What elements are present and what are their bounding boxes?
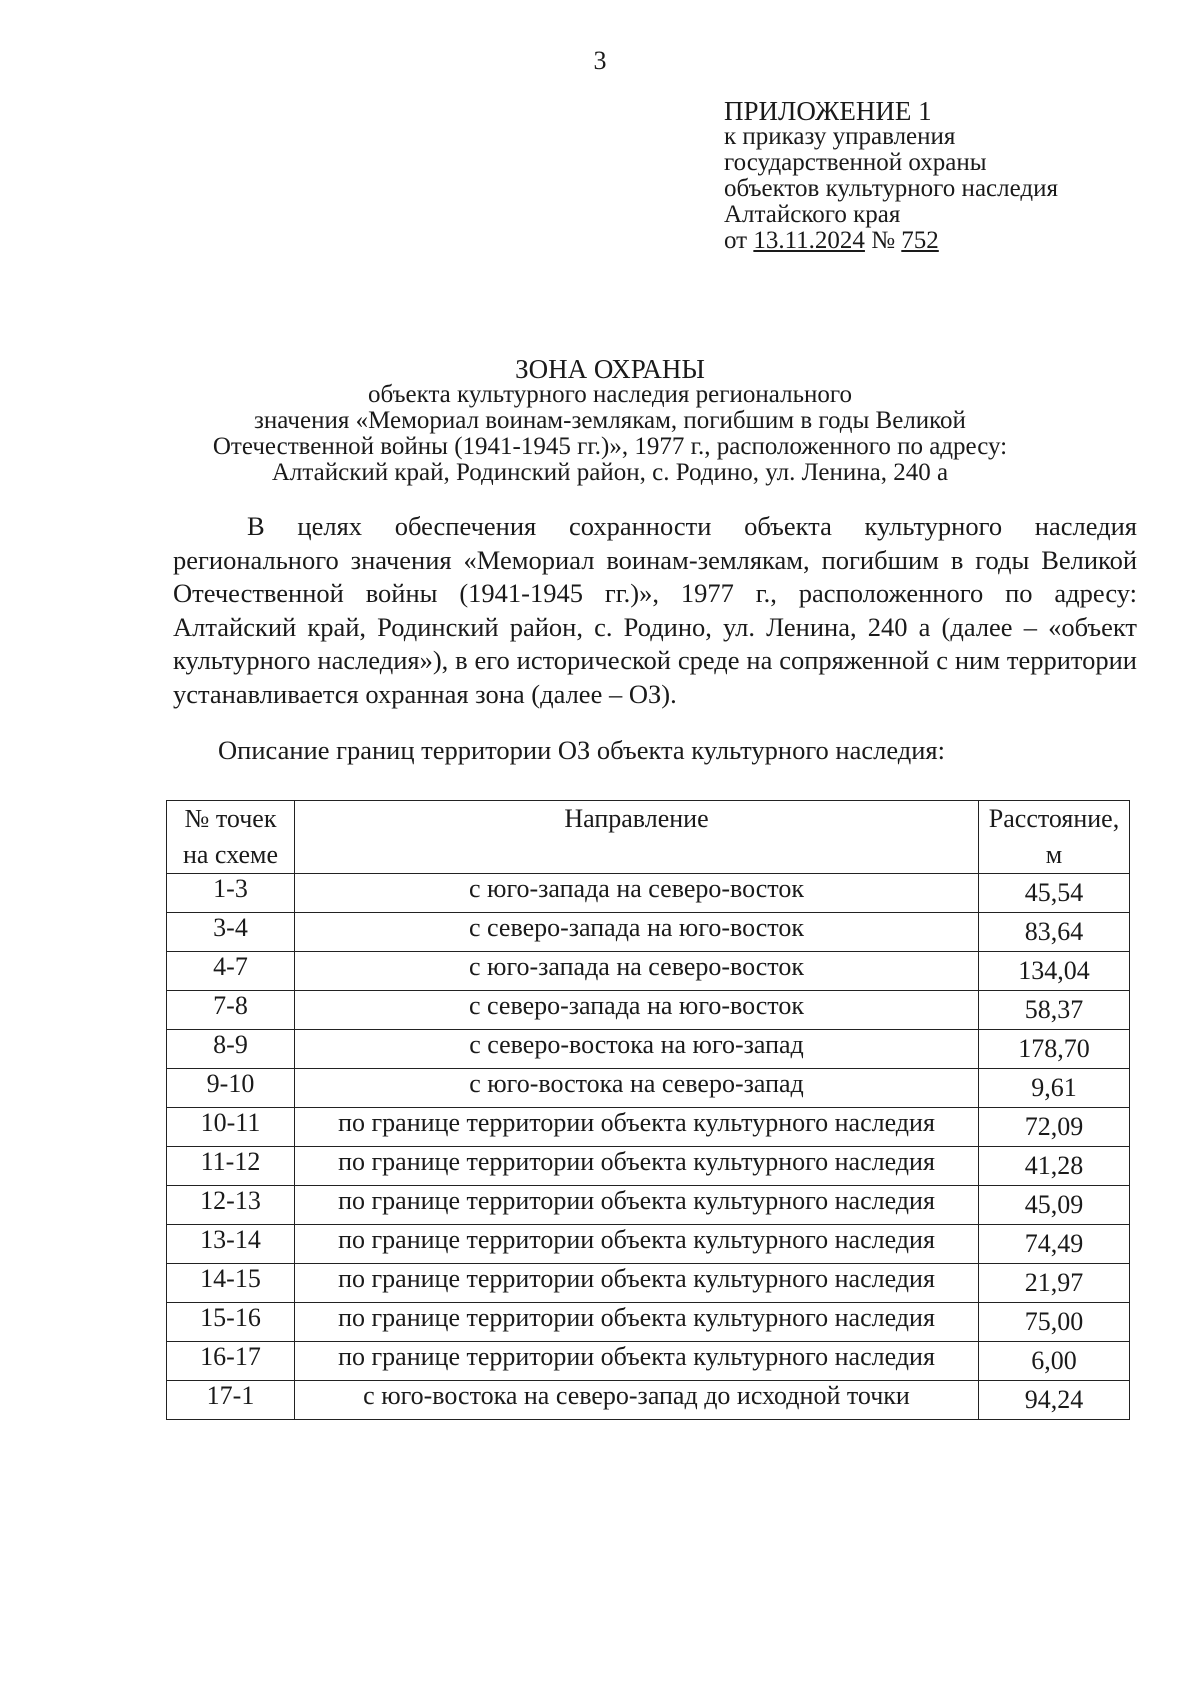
- cell-distance: 6,00: [979, 1342, 1130, 1381]
- cell-points: 15-16: [167, 1303, 295, 1342]
- cell-distance: 58,37: [979, 991, 1130, 1030]
- order-date: 13.11.2024: [753, 227, 865, 254]
- appendix-date-line: [724, 228, 1058, 254]
- header-distance: Расстояние, м: [979, 801, 1130, 874]
- header-direction: Направление: [295, 801, 979, 874]
- table-row: [167, 1030, 1130, 1069]
- table-row: [167, 991, 1130, 1030]
- table-row: [167, 1381, 1130, 1420]
- cell-distance: 72,09: [979, 1108, 1130, 1147]
- cell-direction: по границе территории объекта культурного наследия: [295, 1303, 979, 1342]
- cell-direction: с юго-востока на северо-запад: [295, 1069, 979, 1108]
- cell-distance: 75,00: [979, 1303, 1130, 1342]
- body-paragraph: В целях обеспечения сохранности объекта культурного наследия регионального значения «Мемориал воинам-землякам, погибшим в годы Великой Отечественной войны (1941-1945 гг.)», 1977 г., расположенного по адресу: Алтайский край, Родинский район, с. Родино, ул. Ленина, 240 а (далее – «объект культурного наследия»), в его исторической среде на сопряженной с ним территории устанавливается охранная зона (далее – ОЗ).: [173, 511, 1137, 709]
- zone-title-line: Алтайский край, Родинский район, с. Родино, ул. Ленина, 240 а: [271, 459, 949, 486]
- cell-points: 7-8: [167, 991, 295, 1030]
- cell-direction: по границе территории объекта культурного наследия: [295, 1342, 979, 1381]
- cell-points: 12-13: [167, 1186, 295, 1225]
- cell-direction: по границе территории объекта культурного наследия: [295, 1108, 979, 1147]
- cell-points: 14-15: [167, 1264, 295, 1303]
- cell-points: 16-17: [167, 1342, 295, 1381]
- table-row: [167, 1225, 1130, 1264]
- cell-points: 10-11: [167, 1108, 295, 1147]
- table-row: [167, 1108, 1130, 1147]
- cell-points: 3-4: [167, 913, 295, 952]
- cell-distance: 45,09: [979, 1186, 1130, 1225]
- cell-points: 8-9: [167, 1030, 295, 1069]
- cell-direction: с северо-запада на юго-восток: [295, 913, 979, 952]
- zone-title: [140, 356, 1080, 486]
- cell-direction: по границе территории объекта культурного наследия: [295, 1264, 979, 1303]
- zone-title-main: ЗОНА ОХРАНЫ: [515, 354, 705, 384]
- cell-distance: 41,28: [979, 1147, 1130, 1186]
- cell-points: 1-3: [167, 874, 295, 913]
- zone-title-line: значения «Мемориал воинам-землякам, погибшим в годы Великой: [254, 407, 966, 434]
- order-number: 752: [901, 227, 939, 254]
- cell-distance: 74,49: [979, 1225, 1130, 1264]
- borders-table: [166, 800, 1130, 1420]
- appendix-block: [724, 98, 1058, 254]
- number-prefix: №: [871, 227, 896, 254]
- borders-heading: Описание границ территории ОЗ объекта культурного наследия:: [218, 735, 945, 765]
- appendix-line: государственной охраны: [724, 149, 987, 176]
- page-number: 3: [593, 46, 607, 75]
- table-row: [167, 1069, 1130, 1108]
- table-row: [167, 1264, 1130, 1303]
- cell-direction: по границе территории объекта культурного наследия: [295, 1225, 979, 1264]
- cell-distance: 83,64: [979, 913, 1130, 952]
- zone-title-line: объекта культурного наследия регионального: [368, 381, 852, 408]
- table-row: [167, 1147, 1130, 1186]
- appendix-line: объектов культурного наследия: [724, 175, 1058, 202]
- cell-distance: 45,54: [979, 874, 1130, 913]
- cell-direction: с юго-запада на северо-восток: [295, 952, 979, 991]
- cell-distance: 9,61: [979, 1069, 1130, 1108]
- table-row: [167, 952, 1130, 991]
- cell-direction: с северо-запада на юго-восток: [295, 991, 979, 1030]
- cell-distance: 21,97: [979, 1264, 1130, 1303]
- cell-points: 11-12: [167, 1147, 295, 1186]
- cell-points: 13-14: [167, 1225, 295, 1264]
- cell-distance: 134,04: [979, 952, 1130, 991]
- cell-distance: 178,70: [979, 1030, 1130, 1069]
- cell-direction: с юго-востока на северо-запад до исходной точки: [295, 1381, 979, 1420]
- appendix-line: Алтайского края: [724, 201, 901, 228]
- zone-title-line: Отечественной войны (1941-1945 гг.)», 1977 г., расположенного по адресу:: [212, 433, 1008, 460]
- table-row: [167, 913, 1130, 952]
- appendix-line: к приказу управления: [724, 123, 956, 150]
- date-prefix: от: [724, 227, 748, 254]
- cell-points: 9-10: [167, 1069, 295, 1108]
- appendix-title: ПРИЛОЖЕНИЕ 1: [724, 96, 932, 126]
- cell-direction: с юго-запада на северо-восток: [295, 874, 979, 913]
- cell-direction: по границе территории объекта культурного наследия: [295, 1147, 979, 1186]
- table-header-row: [167, 801, 1130, 874]
- table-row: [167, 1303, 1130, 1342]
- cell-direction: по границе территории объекта культурного наследия: [295, 1186, 979, 1225]
- header-points: № точек на схеме: [167, 801, 295, 874]
- table-row: [167, 1342, 1130, 1381]
- cell-direction: с северо-востока на юго-запад: [295, 1030, 979, 1069]
- table-row: [167, 1186, 1130, 1225]
- cell-distance: 94,24: [979, 1381, 1130, 1420]
- cell-points: 4-7: [167, 952, 295, 991]
- table-row: [167, 874, 1130, 913]
- cell-points: 17-1: [167, 1381, 295, 1420]
